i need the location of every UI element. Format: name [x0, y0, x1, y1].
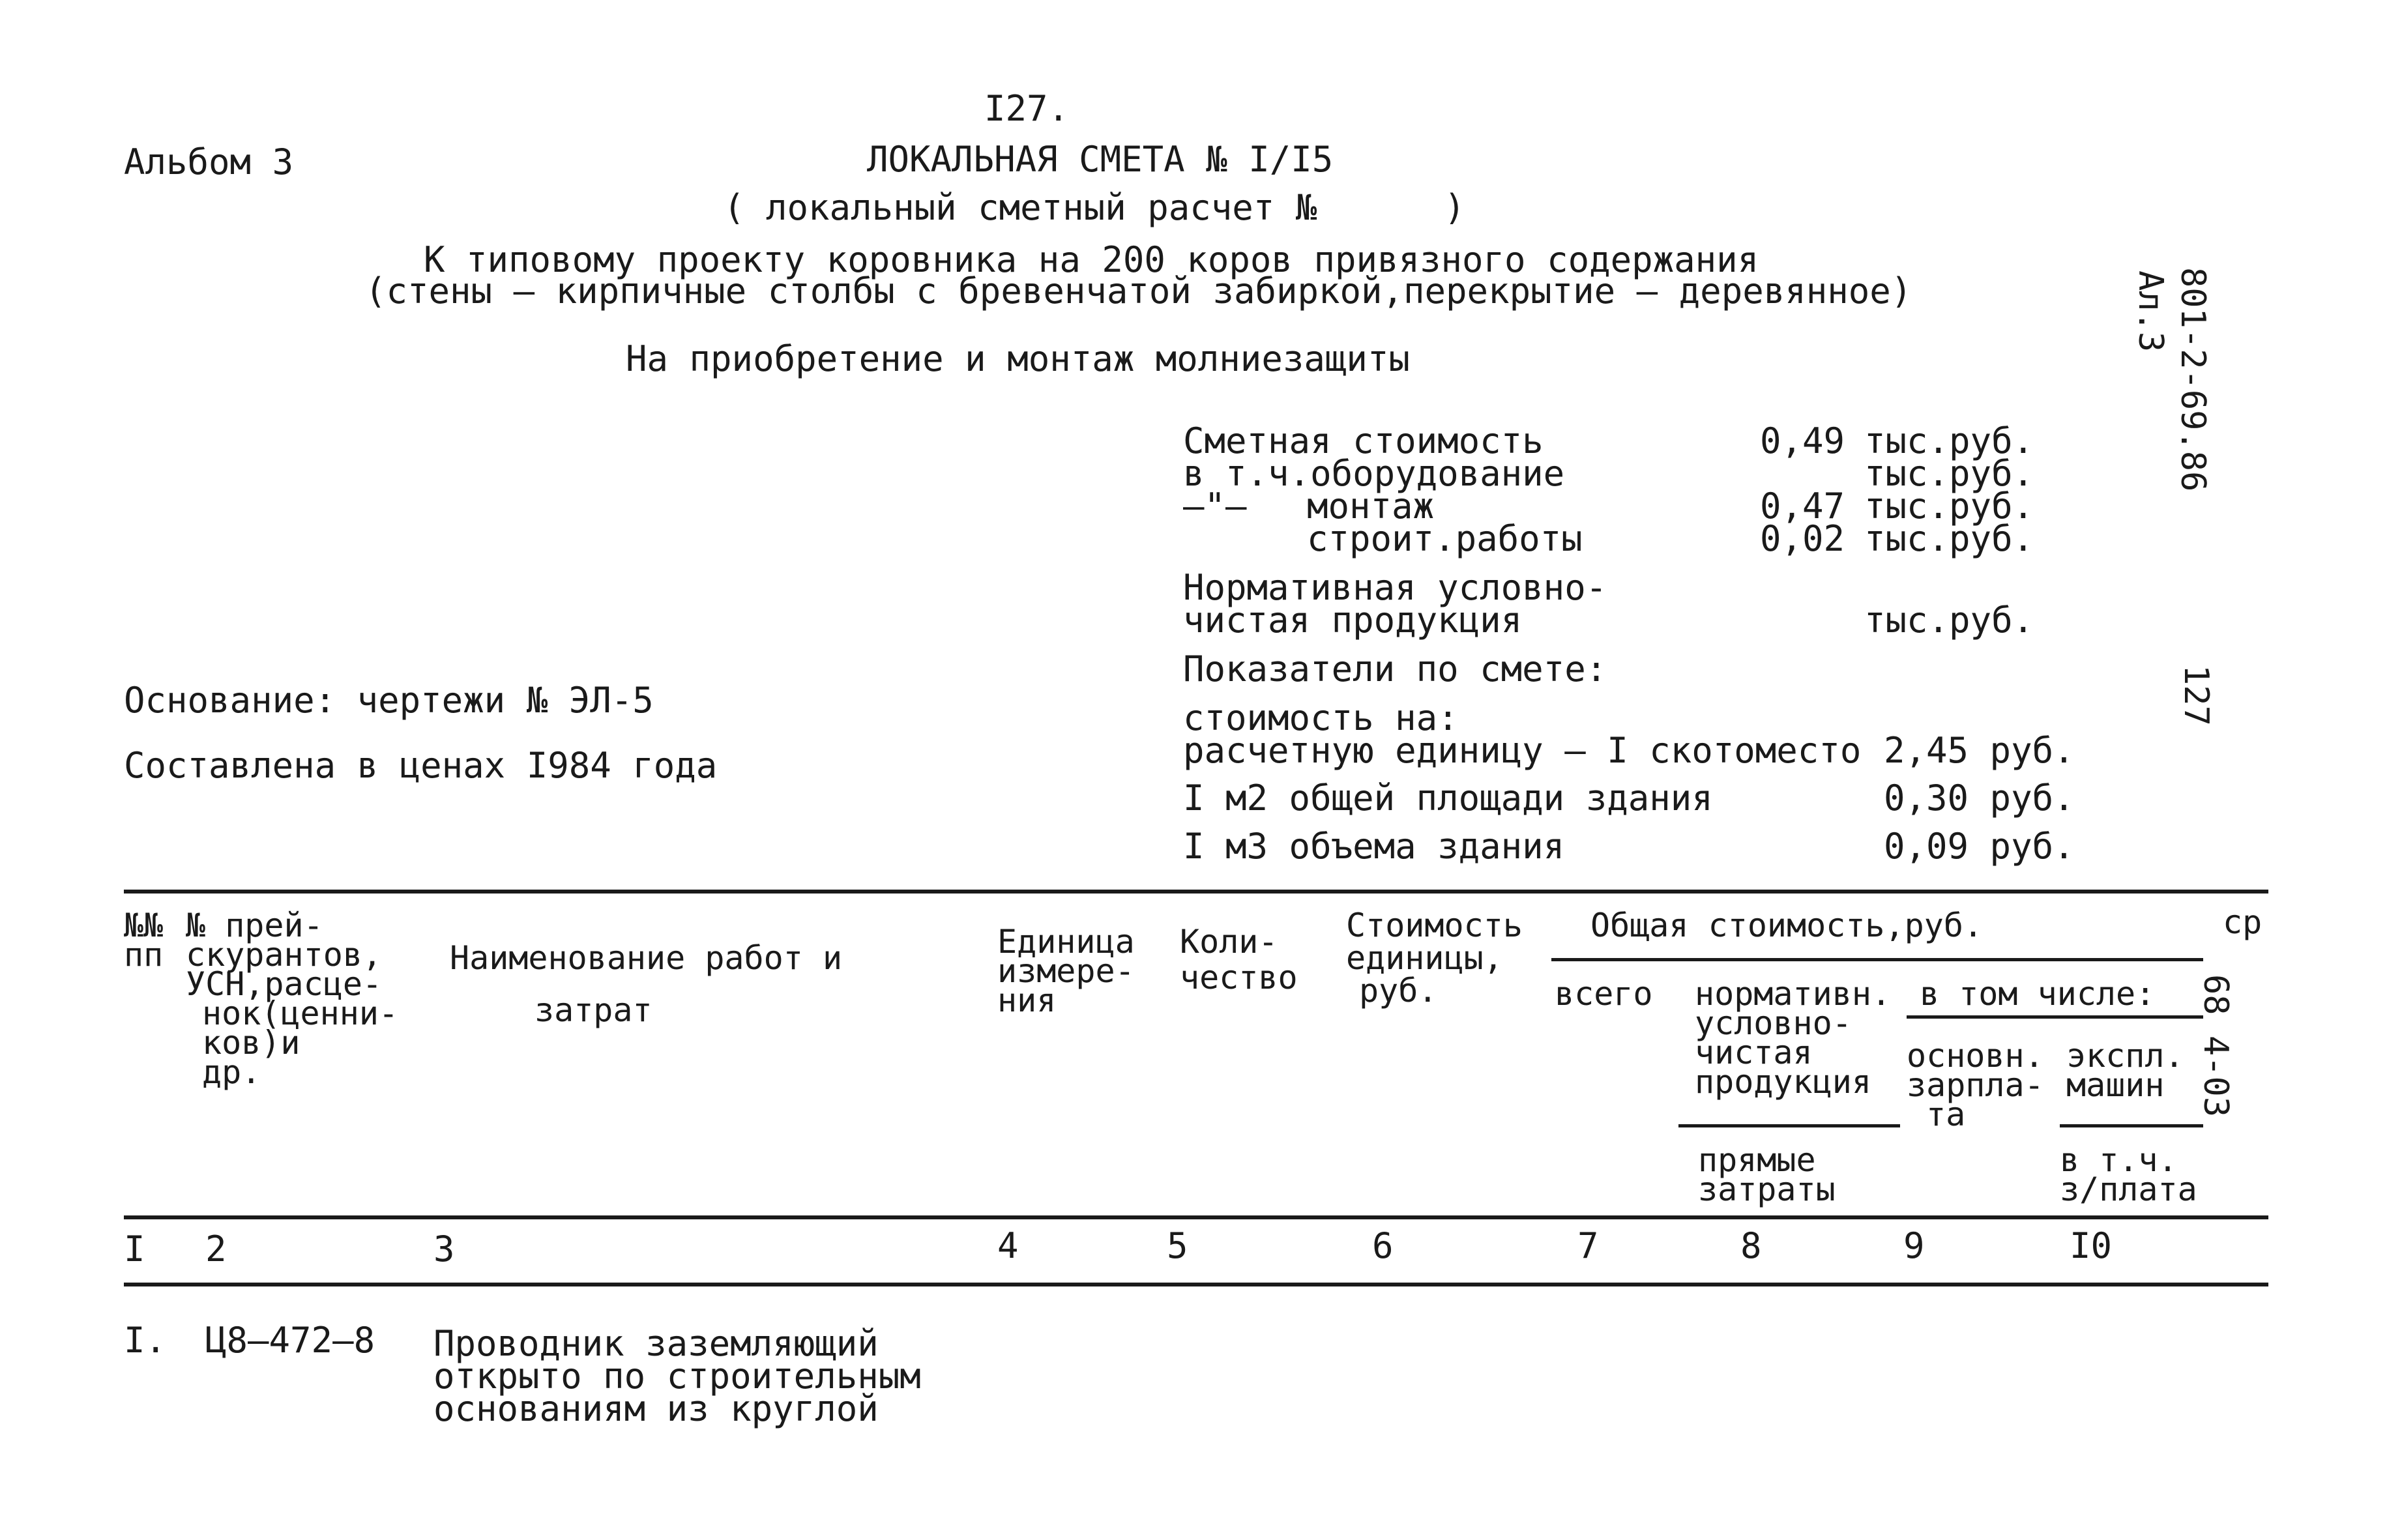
per-unit-label: расчетную единицу – I скотоместо: [1183, 730, 1862, 771]
sheet-code-mark: 68 4-03: [2196, 974, 2235, 1118]
document-subtitle: ( локальный сметный расчет № ): [724, 187, 1465, 228]
col2-line1: № прей-: [186, 907, 323, 944]
normative-line2: условно-: [1695, 1004, 1852, 1042]
construction-value: 0,02: [1760, 518, 1845, 559]
install-label: монтаж: [1307, 486, 1435, 527]
row-code: Ц8–472–8: [205, 1320, 375, 1361]
construction-unit: тыс.руб.: [1864, 518, 2034, 559]
doc-code-mark: 801-2-69.86: [2173, 267, 2212, 492]
col5-line1: Коли-: [1180, 923, 1278, 961]
including-underline: [1907, 1015, 2203, 1019]
including-header: в том числе:: [1920, 975, 2156, 1013]
machines-underline: [2060, 1124, 2203, 1127]
all-header: всего: [1555, 975, 1653, 1013]
per-m3-label: I м3 объема здания: [1183, 826, 1565, 867]
col-number-7: 7: [1577, 1225, 1599, 1266]
incl-wage-line2: з/плата: [2060, 1170, 2197, 1208]
total-cost-unit: тыс.руб.: [1864, 420, 2034, 461]
net-production-unit: тыс.руб.: [1864, 600, 2034, 641]
col2-line4: нок(ценни-: [202, 995, 399, 1032]
machines-line1: экспл.: [2066, 1037, 2184, 1075]
row-name-line3: основаниям из круглой: [433, 1388, 879, 1429]
col6-line3: руб.: [1359, 972, 1438, 1010]
wages-line1: основн.: [1907, 1037, 2044, 1075]
construction-label: строит.работы: [1307, 518, 1583, 559]
col-number-1: I: [124, 1228, 145, 1270]
equipment-unit: тыс.руб.: [1864, 453, 2034, 494]
page-mark: 127: [2176, 665, 2216, 726]
normative-underline: [1678, 1124, 1900, 1127]
net-production-label-1: Нормативная условно-: [1183, 567, 1607, 608]
side-letters-mark: ср: [2223, 903, 2263, 941]
col-number-5: 5: [1167, 1225, 1188, 1266]
per-unit-value: 2,45 руб.: [1884, 730, 2075, 771]
incl-wage-line1: в т.ч.: [2060, 1141, 2178, 1179]
col1-line1: №№: [124, 907, 164, 944]
col2-line3: УСН,расце-: [186, 965, 383, 1003]
row-name-line2: открыто по строительным: [433, 1356, 921, 1397]
col4-line2: измере-: [997, 952, 1135, 990]
per-m2-value: 0,30 руб.: [1884, 777, 2075, 819]
machines-line2: машин: [2066, 1066, 2165, 1104]
col3-line1: Наименование работ и: [450, 939, 843, 977]
col6-line2: единицы,: [1346, 939, 1503, 977]
col2-line6: др.: [202, 1053, 261, 1091]
row-number: I.: [124, 1320, 167, 1361]
purpose-line: На приобретение и монтаж молниезащиты: [626, 338, 1410, 379]
basis-line: Основание: чертежи № ЭЛ-5: [124, 680, 654, 721]
col2-line2: скурантов,: [186, 936, 383, 974]
normative-line1: нормативн.: [1695, 975, 1892, 1013]
per-m2-label: I м2 общей площади здания: [1183, 777, 1713, 819]
wages-line2: зарпла-: [1907, 1066, 2044, 1104]
project-line-1: К типовому проекту коровника на 200 коров привязного содержания: [424, 239, 1759, 280]
install-unit: тыс.руб.: [1864, 486, 2034, 527]
col3-line2: затрат: [535, 991, 652, 1029]
header-bottom-rule: [124, 1215, 2268, 1219]
direct-line2: затраты: [1698, 1170, 1836, 1208]
normative-line3: чистая: [1695, 1034, 1813, 1071]
per-m3-value: 0,09 руб.: [1884, 826, 2075, 867]
col-number-6: 6: [1372, 1225, 1394, 1266]
numbers-bottom-rule: [124, 1283, 2268, 1286]
total-cost-underline: [1551, 958, 2203, 961]
col-number-2: 2: [205, 1228, 227, 1270]
direct-line1: прямые: [1698, 1141, 1816, 1179]
total-cost-label: Сметная стоимость: [1183, 420, 1544, 461]
col-number-3: 3: [433, 1228, 455, 1270]
row-name-line1: Проводник заземляющий: [433, 1323, 879, 1364]
page-number: I27.: [984, 88, 1070, 129]
install-value: 0,47: [1760, 486, 1845, 527]
col6-line1: Стоимость: [1346, 907, 1523, 944]
table-top-rule: [124, 890, 2268, 893]
col1-line2: пп: [124, 936, 164, 974]
document-title: ЛОКАЛЬНАЯ СМЕТА № I/I5: [867, 139, 1334, 180]
col-number-4: 4: [997, 1225, 1019, 1266]
cost-for-label: стоимость на:: [1183, 697, 1459, 738]
ditto-mark: –"–: [1183, 486, 1247, 527]
prices-year-line: Составлена в ценах I984 года: [124, 745, 718, 786]
normative-line4: продукция: [1695, 1063, 1871, 1101]
col-number-8: 8: [1740, 1225, 1762, 1266]
total-cost-value: 0,49: [1760, 420, 1845, 461]
indicators-label: Показатели по смете:: [1183, 648, 1607, 690]
col-number-10: I0: [2070, 1225, 2113, 1266]
wages-line3: та: [1926, 1096, 1966, 1133]
col-number-9: 9: [1903, 1225, 1925, 1266]
col4-line1: Единица: [997, 923, 1135, 961]
total-cost-header: Общая стоимость,руб.: [1590, 907, 1984, 944]
album-code-mark: Ал.3: [2131, 270, 2170, 353]
col5-line2: чество: [1180, 959, 1298, 996]
equipment-label: в т.ч.оборудование: [1183, 453, 1565, 494]
col4-line3: ния: [997, 981, 1057, 1019]
col2-line5: ков)и: [202, 1024, 300, 1062]
net-production-label-2: чистая продукция: [1183, 600, 1523, 641]
project-line-2: (стены – кирпичные столбы с бревенчатой забиркой,перекрытие – деревянное): [365, 270, 1912, 312]
album-label: Альбом 3: [124, 141, 294, 182]
